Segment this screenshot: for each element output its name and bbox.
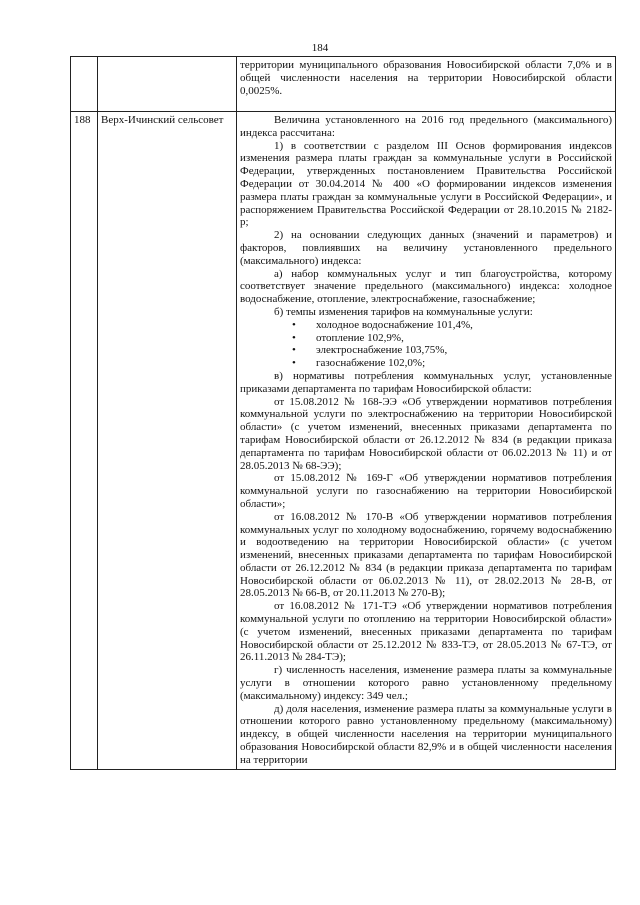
paragraph: Величина установленного на 2016 год предельного (максимального) индекса рассчитана: — [240, 114, 612, 139]
row-number-cell: 188 — [71, 112, 98, 770]
list-item — [292, 357, 612, 370]
bullet-icon: • — [292, 344, 296, 357]
bullet-icon: • — [292, 331, 296, 344]
paragraph: от 16.08.2012 № 171-ТЭ «Об утверждении нормативов потребления коммунальной услуги по отоплению на территории Новосибирской области» (с учетом изменений, внесенных приказами департамента по тарифам Новосибирской области от 25.12.2012 № 833-ТЭ, от 28.05.2013 № 67-ТЭ, от 26.11.2013 № 284-ТЭ); — [240, 600, 612, 664]
bullet-icon: • — [292, 318, 296, 331]
paragraph: б) темпы изменения тарифов на коммунальные услуги: — [274, 305, 533, 318]
paragraph: от 15.08.2012 № 168-ЭЭ «Об утверждении нормативов потребления коммунальной услуги по электроснабжению на территории Новосибирской области» (с учетом изменений, внесенных приказами департамента по тарифам Новосибирской области от 26.12.2012 № 834 (в редакции приказа департамента по тарифам Новосибирской области от 06.02.2013 № 11) и от 28.05.2013 № 68-ЭЭ); — [240, 395, 612, 472]
list-item — [292, 344, 612, 357]
paragraph: 1) в соответствии с разделом III Основ формирования индексов изменения размера платы граждан за коммунальные услуги в Российской Федерации, утвержденных постановлением Правительства Российской Федерации от 30.04.2014 № 400 «О формировании индексов изменения размера платы граждан за коммунальные услуги в Российской Федерации», и распоряжением Правительства Российской Федерации от 28.10.2015 № 2182-р; — [240, 139, 612, 229]
description-cell — [237, 57, 616, 112]
municipality-cell — [98, 57, 237, 112]
row-number-cell — [71, 57, 98, 112]
list-item-text: холодное водоснабжение 101,4%, — [316, 318, 473, 331]
paragraph: д) доля населения, изменение размера платы за коммунальные услуги в отношении которого равно установленному предельному (максимальному) индексу, в общей численности населения на территории муниципального образования Новосибирской области 82,9% и в общей численности населения на территории — [240, 702, 612, 766]
list-item-text: электроснабжение 103,75%, — [316, 344, 448, 357]
paragraph: территории муниципального образования Новосибирской области 7,0% и в общей численности населения на территории Новосибирской области 0,0025%. — [240, 59, 612, 97]
municipality-cell: Верх-Ичинский сельсовет — [98, 112, 237, 770]
list-item — [292, 331, 612, 345]
paragraph: от 16.08.2012 № 170-В «Об утверждении нормативов потребления коммунальных услуг по холодному водоснабжению, горячему водоснабжению и водоотведению на территории Новосибирской области» (с учетом изменений, внесенных приказами департамента по тарифам Новосибирской области от 26.12.2012 № 834 (в редакции приказа департамента по тарифам Новосибирской области от 06.02.2013 № 11), от 28.02.2013 № 28-В, от 28.05.2013 № 66-В, от 20.11.2013 № 270-В); — [240, 510, 612, 600]
page-number: 184 — [311, 42, 329, 54]
description-cell — [237, 112, 616, 770]
tariff-list — [240, 319, 612, 370]
paragraph: а) набор коммунальных услуг и тип благоустройства, которому соответствует значение предельного (максимального) индекса: холодное водоснабжение, отопление, электроснабжение, газоснабжение; — [240, 267, 612, 306]
document-table — [70, 56, 616, 770]
bullet-icon: • — [292, 357, 296, 370]
list-item-text: газоснабжение 102,0%; — [316, 357, 426, 370]
paragraph: от 15.08.2012 № 169-Г «Об утверждении нормативов потребления коммунальной услуги по газоснабжению на территории Новосибирской области»; — [240, 472, 612, 510]
paragraph: в) нормативы потребления коммунальных услуг, установленные приказами департамента по тарифам Новосибирской области: — [240, 369, 612, 395]
list-item — [292, 318, 612, 332]
paragraph: г) численность населения, изменение размера платы за коммунальные услуги в отношении которого равно установленному предельному (максимальному) индексу: 349 чел.; — [240, 664, 612, 702]
table-row — [71, 57, 616, 112]
list-item-text: отопление 102,9%, — [316, 331, 404, 344]
paragraph: 2) на основании следующих данных (значений и параметров) и факторов, повлиявших на величину установленного предельного (максимального) индекса: — [240, 229, 612, 267]
table-row — [71, 112, 616, 770]
